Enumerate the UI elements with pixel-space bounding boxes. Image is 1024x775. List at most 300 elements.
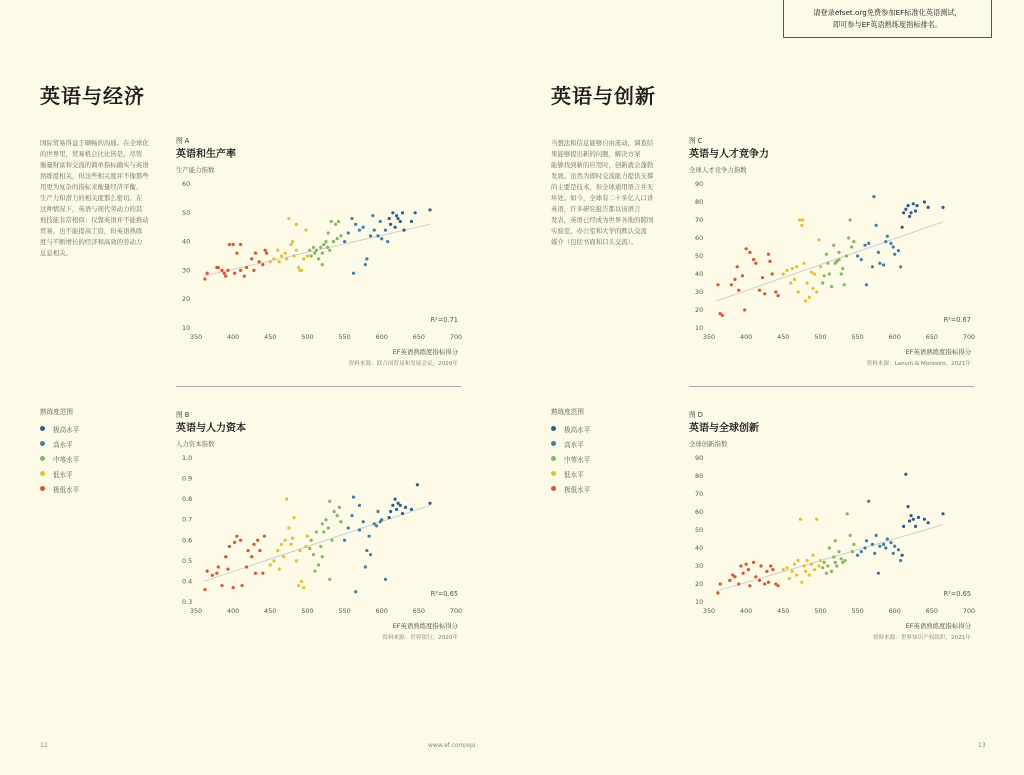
data-point — [837, 258, 840, 261]
y-tick-label: 10 — [695, 324, 704, 332]
legend-item — [551, 481, 590, 496]
x-tick-label: 700 — [449, 333, 463, 341]
data-point — [892, 245, 895, 248]
data-point — [289, 243, 292, 246]
data-point — [414, 211, 417, 214]
data-point — [805, 559, 808, 562]
data-point — [343, 240, 346, 243]
x-tick-label: 450 — [264, 333, 277, 341]
data-point — [872, 195, 875, 198]
data-point — [863, 244, 866, 247]
data-point — [867, 500, 870, 503]
data-point — [917, 516, 920, 519]
legend-dot-icon — [40, 456, 45, 461]
legend-label: 中等水平 — [564, 455, 591, 464]
data-point — [886, 537, 889, 540]
data-point — [339, 520, 342, 523]
data-point — [339, 234, 342, 237]
data-point — [388, 217, 391, 220]
data-point — [752, 258, 755, 261]
x-axis-label: EF英语熟练度指标得分 — [905, 622, 971, 630]
x-tick-label: 400 — [227, 333, 240, 341]
data-point — [886, 235, 889, 238]
data-point — [737, 582, 740, 585]
data-point — [391, 504, 394, 507]
y-tick-label: 70 — [695, 216, 704, 224]
data-point — [379, 220, 382, 223]
data-point — [308, 249, 311, 252]
data-point — [800, 581, 803, 584]
data-point — [821, 281, 824, 284]
data-point — [384, 228, 387, 231]
x-tick-label: 450 — [777, 607, 790, 615]
data-point — [328, 500, 331, 503]
legend-label: 极高水平 — [53, 425, 80, 434]
y-tick-label: 50 — [695, 252, 704, 260]
data-point — [805, 281, 808, 284]
data-point — [321, 522, 324, 525]
data-point — [915, 204, 918, 207]
data-point — [731, 573, 734, 576]
x-tick-label: 500 — [814, 607, 827, 615]
figure-b — [176, 409, 462, 448]
data-point — [875, 224, 878, 227]
data-point — [292, 516, 295, 519]
data-point — [235, 535, 238, 538]
data-point — [759, 564, 762, 567]
data-point — [871, 543, 874, 546]
data-point — [748, 251, 751, 254]
data-point — [745, 247, 748, 250]
data-point — [321, 263, 324, 266]
y-tick-label: 50 — [182, 208, 191, 217]
data-point — [327, 231, 330, 234]
data-point — [369, 553, 372, 556]
right-body-line: 发展。虽然为即时交流能力提供支撑 — [551, 172, 654, 180]
data-point — [873, 552, 876, 555]
x-tick-label: 350 — [189, 333, 203, 341]
data-point — [358, 228, 361, 231]
data-point — [350, 217, 353, 220]
data-point — [284, 539, 287, 542]
data-point — [312, 553, 315, 556]
right-section-title: 英语与创新 — [551, 84, 656, 108]
data-point — [865, 539, 868, 542]
data-point — [380, 518, 383, 521]
left-body-line: 衡量财富和交流的简单指标确实与英语 — [40, 161, 149, 169]
x-tick-label: 700 — [962, 333, 976, 341]
y-tick-label: 40 — [695, 270, 704, 278]
data-point — [758, 289, 761, 292]
data-point — [410, 508, 413, 511]
figure-c-ylabel: 全球人才竞争力指数 — [689, 166, 747, 174]
data-point — [771, 272, 774, 275]
data-point — [376, 510, 379, 513]
x-tick-label: 550 — [338, 607, 351, 615]
data-point — [254, 572, 257, 575]
chart-source: 资料来源：Lanvin & Monteiro，2021年 — [866, 361, 971, 367]
y-tick-label: 10 — [695, 598, 704, 606]
legend-dot-icon — [551, 471, 556, 476]
data-point — [367, 535, 370, 538]
y-tick-label: 20 — [695, 306, 704, 314]
data-point — [795, 573, 798, 576]
data-point — [337, 220, 340, 223]
y-tick-label: 40 — [182, 237, 191, 246]
data-point — [404, 506, 407, 509]
data-point — [878, 262, 881, 265]
data-point — [830, 285, 833, 288]
data-point — [892, 552, 895, 555]
data-point — [837, 550, 840, 553]
data-point — [776, 584, 779, 587]
data-point — [245, 266, 248, 269]
right-body-line: 坏处。如今，全球有二十多亿人口讲 — [551, 194, 654, 202]
data-point — [737, 289, 740, 292]
data-point — [856, 254, 859, 257]
data-point — [882, 263, 885, 266]
data-point — [810, 271, 813, 274]
data-point — [319, 246, 322, 249]
data-point — [280, 543, 283, 546]
data-point — [223, 272, 226, 275]
data-point — [362, 226, 365, 229]
data-point — [927, 206, 930, 209]
data-point — [856, 554, 859, 557]
data-point — [245, 565, 248, 568]
legend-dot-icon — [551, 441, 556, 446]
right-body-line: 能够找到新的应用时，创新就会蓬勃 — [551, 161, 654, 169]
y-tick-label: 40 — [695, 544, 704, 552]
legend-item — [551, 451, 590, 466]
data-point — [808, 573, 811, 576]
data-point — [217, 266, 220, 269]
data-point — [799, 518, 802, 521]
y-tick-label: 0.3 — [182, 598, 193, 606]
data-point — [899, 559, 902, 562]
data-point — [834, 539, 837, 542]
right-body-line: 英语，许多研究报告都以该语言 — [551, 205, 641, 213]
data-point — [914, 209, 917, 212]
data-point — [941, 512, 944, 515]
left-body-text — [40, 138, 160, 259]
y-tick-label: 90 — [695, 454, 704, 462]
proficiency-legend-left — [40, 406, 79, 496]
data-point — [295, 249, 298, 252]
data-point — [782, 568, 785, 571]
data-point — [297, 266, 300, 269]
data-point — [304, 228, 307, 231]
legend-dot-icon — [551, 426, 556, 431]
data-point — [882, 543, 885, 546]
left-body-line: 息息相关。 — [40, 249, 72, 257]
x-tick-label: 400 — [740, 333, 753, 341]
x-axis-label: EF英语熟练度指标得分 — [905, 348, 971, 356]
chart-source: 资料来源：世界银行，2020年 — [382, 635, 458, 641]
legend-item — [551, 436, 590, 451]
data-point — [396, 217, 399, 220]
legend-dot-icon — [551, 456, 556, 461]
data-point — [276, 249, 279, 252]
data-point — [350, 514, 353, 517]
x-tick-label: 650 — [412, 607, 425, 615]
data-point — [269, 563, 272, 566]
data-point — [384, 578, 387, 581]
data-point — [224, 555, 227, 558]
data-point — [877, 251, 880, 254]
chart-d-svg — [683, 450, 983, 646]
data-point — [823, 561, 826, 564]
data-point — [817, 564, 820, 567]
figure-b-ylabel: 人力资本指数 — [176, 440, 215, 448]
data-point — [298, 549, 301, 552]
data-point — [788, 577, 791, 580]
figure-d-ylabel: 全球创新指数 — [689, 440, 728, 448]
r-squared-label: R²=0.71 — [430, 316, 458, 324]
data-point — [793, 278, 796, 281]
footer-url[interactable]: www.ef.com/epi — [428, 742, 476, 749]
x-tick-label: 500 — [301, 333, 314, 341]
data-point — [791, 267, 794, 270]
data-point — [393, 226, 396, 229]
data-point — [291, 240, 294, 243]
data-point — [287, 217, 290, 220]
data-point — [875, 534, 878, 537]
data-point — [863, 546, 866, 549]
x-tick-label: 400 — [227, 607, 240, 615]
data-point — [912, 518, 915, 521]
data-point — [375, 524, 378, 527]
data-point — [797, 559, 800, 562]
legend-item — [551, 466, 590, 481]
data-point — [322, 243, 325, 246]
data-point — [871, 265, 874, 268]
data-point — [830, 570, 833, 573]
data-point — [843, 283, 846, 286]
right-body-line: 果能够提出新的问题，解决方案 — [551, 150, 641, 158]
y-tick-label: 20 — [182, 295, 191, 304]
data-point — [354, 223, 357, 226]
data-point — [401, 211, 404, 214]
x-tick-label: 550 — [338, 333, 351, 341]
data-point — [235, 252, 238, 255]
right-body-line: 实验室、办公室和大学的默认交流 — [551, 227, 647, 235]
data-point — [280, 254, 283, 257]
data-point — [389, 223, 392, 226]
data-point — [847, 236, 850, 239]
data-point — [276, 549, 279, 552]
data-point — [754, 262, 757, 265]
data-point — [789, 281, 792, 284]
data-point — [884, 240, 887, 243]
data-point — [840, 557, 843, 560]
data-point — [295, 559, 298, 562]
figure-a-title: 英语和生产率 — [176, 149, 236, 160]
data-point — [769, 564, 772, 567]
data-point — [322, 530, 325, 533]
data-point — [258, 260, 261, 263]
y-tick-label: 30 — [695, 288, 704, 296]
data-point — [801, 218, 804, 221]
x-tick-label: 500 — [814, 333, 827, 341]
x-tick-label: 650 — [925, 333, 938, 341]
data-point — [285, 498, 288, 501]
data-point — [297, 584, 300, 587]
data-point — [347, 526, 350, 529]
data-point — [743, 308, 746, 311]
data-point — [399, 504, 402, 507]
r-squared-label: R²=0.65 — [943, 590, 971, 598]
data-point — [846, 512, 849, 515]
data-point — [226, 269, 229, 272]
data-point — [206, 272, 209, 275]
data-point — [365, 257, 368, 260]
data-point — [239, 243, 242, 246]
data-point — [819, 559, 822, 562]
data-point — [336, 514, 339, 517]
data-point — [239, 539, 242, 542]
x-tick-label: 700 — [449, 607, 463, 615]
data-point — [804, 299, 807, 302]
chart-c-svg — [683, 176, 983, 372]
data-point — [897, 249, 900, 252]
data-point — [849, 534, 852, 537]
data-point — [315, 249, 318, 252]
legend-dot-icon — [40, 486, 45, 491]
data-point — [347, 231, 350, 234]
data-point — [901, 226, 904, 229]
data-point — [893, 253, 896, 256]
data-point — [330, 220, 333, 223]
data-point — [284, 252, 287, 255]
data-point — [752, 561, 755, 564]
data-point — [837, 251, 840, 254]
data-point — [884, 546, 887, 549]
data-point — [893, 545, 896, 548]
legend-label: 高水平 — [53, 440, 73, 449]
data-point — [765, 570, 768, 573]
left-body-line: 度与不断增长的经济和高效的劳动力 — [40, 238, 143, 246]
data-point — [798, 218, 801, 221]
data-point — [428, 208, 431, 211]
data-point — [843, 559, 846, 562]
figure-a-divider — [176, 386, 461, 387]
legend-dot-icon — [40, 471, 45, 476]
data-point — [315, 530, 318, 533]
data-point — [362, 520, 365, 523]
left-section-title: 英语与经济 — [40, 84, 145, 108]
legend-item — [40, 421, 79, 436]
data-point — [860, 258, 863, 261]
data-point — [321, 555, 324, 558]
y-tick-label: 70 — [695, 490, 704, 498]
data-point — [899, 265, 902, 268]
data-point — [802, 564, 805, 567]
data-point — [256, 539, 259, 542]
data-point — [203, 277, 206, 280]
data-point — [811, 287, 814, 290]
data-point — [220, 584, 223, 587]
data-point — [336, 237, 339, 240]
data-point — [328, 249, 331, 252]
data-point — [785, 566, 788, 569]
data-point — [825, 253, 828, 256]
chart-a-svg — [170, 176, 470, 372]
proficiency-legend-right — [551, 406, 590, 496]
data-point — [334, 223, 337, 226]
right-body-line: 发表，英语已经成为世界各地的跨国 — [551, 216, 654, 224]
data-point — [877, 572, 880, 575]
data-point — [795, 265, 798, 268]
data-point — [802, 262, 805, 265]
data-point — [845, 254, 848, 257]
figure-a-ylabel: 生产能力指数 — [176, 166, 215, 174]
data-point — [410, 220, 413, 223]
figure-d-label: 图 D — [689, 411, 703, 419]
data-point — [300, 269, 303, 272]
legend-label: 高水平 — [564, 440, 584, 449]
data-point — [835, 564, 838, 567]
data-point — [813, 568, 816, 571]
data-point — [332, 240, 335, 243]
x-tick-label: 650 — [412, 333, 425, 341]
trend-line — [203, 505, 430, 581]
left-body-line: 他技能非常相似：仅靠英语并不能推动 — [40, 216, 149, 224]
right-body-line: 当想法和信息能够自由流动，调查结 — [551, 139, 654, 147]
legend-dot-icon — [40, 426, 45, 431]
data-point — [733, 278, 736, 281]
data-point — [312, 246, 315, 249]
y-tick-label: 0.5 — [182, 556, 193, 565]
data-point — [324, 240, 327, 243]
data-point — [721, 314, 724, 317]
data-point — [774, 290, 777, 293]
y-tick-label: 0.8 — [182, 495, 193, 504]
legend-label: 低水平 — [564, 470, 584, 479]
data-point — [263, 249, 266, 252]
r-squared-label: R²=0.67 — [943, 316, 971, 324]
legend-item — [40, 466, 79, 481]
data-point — [300, 580, 303, 583]
data-point — [914, 525, 917, 528]
x-tick-label: 350 — [702, 333, 716, 341]
data-point — [878, 545, 881, 548]
data-point — [352, 272, 355, 275]
data-point — [793, 563, 796, 566]
data-point — [747, 568, 750, 571]
y-tick-label: 0.4 — [182, 577, 193, 586]
data-point — [308, 547, 311, 550]
data-point — [867, 242, 870, 245]
data-point — [233, 541, 236, 544]
data-point — [206, 570, 209, 573]
x-tick-label: 400 — [740, 607, 753, 615]
data-point — [228, 545, 231, 548]
efset-notice — [783, 0, 992, 38]
data-point — [428, 502, 431, 505]
figure-a — [176, 135, 462, 174]
data-point — [310, 539, 313, 542]
x-axis-label: EF英语熟练度指标得分 — [392, 622, 458, 630]
data-point — [832, 555, 835, 558]
x-tick-label: 350 — [189, 607, 203, 615]
data-point — [828, 272, 831, 275]
data-point — [302, 257, 305, 260]
data-point — [261, 263, 264, 266]
data-point — [889, 541, 892, 544]
data-point — [416, 483, 419, 486]
data-point — [263, 535, 266, 538]
